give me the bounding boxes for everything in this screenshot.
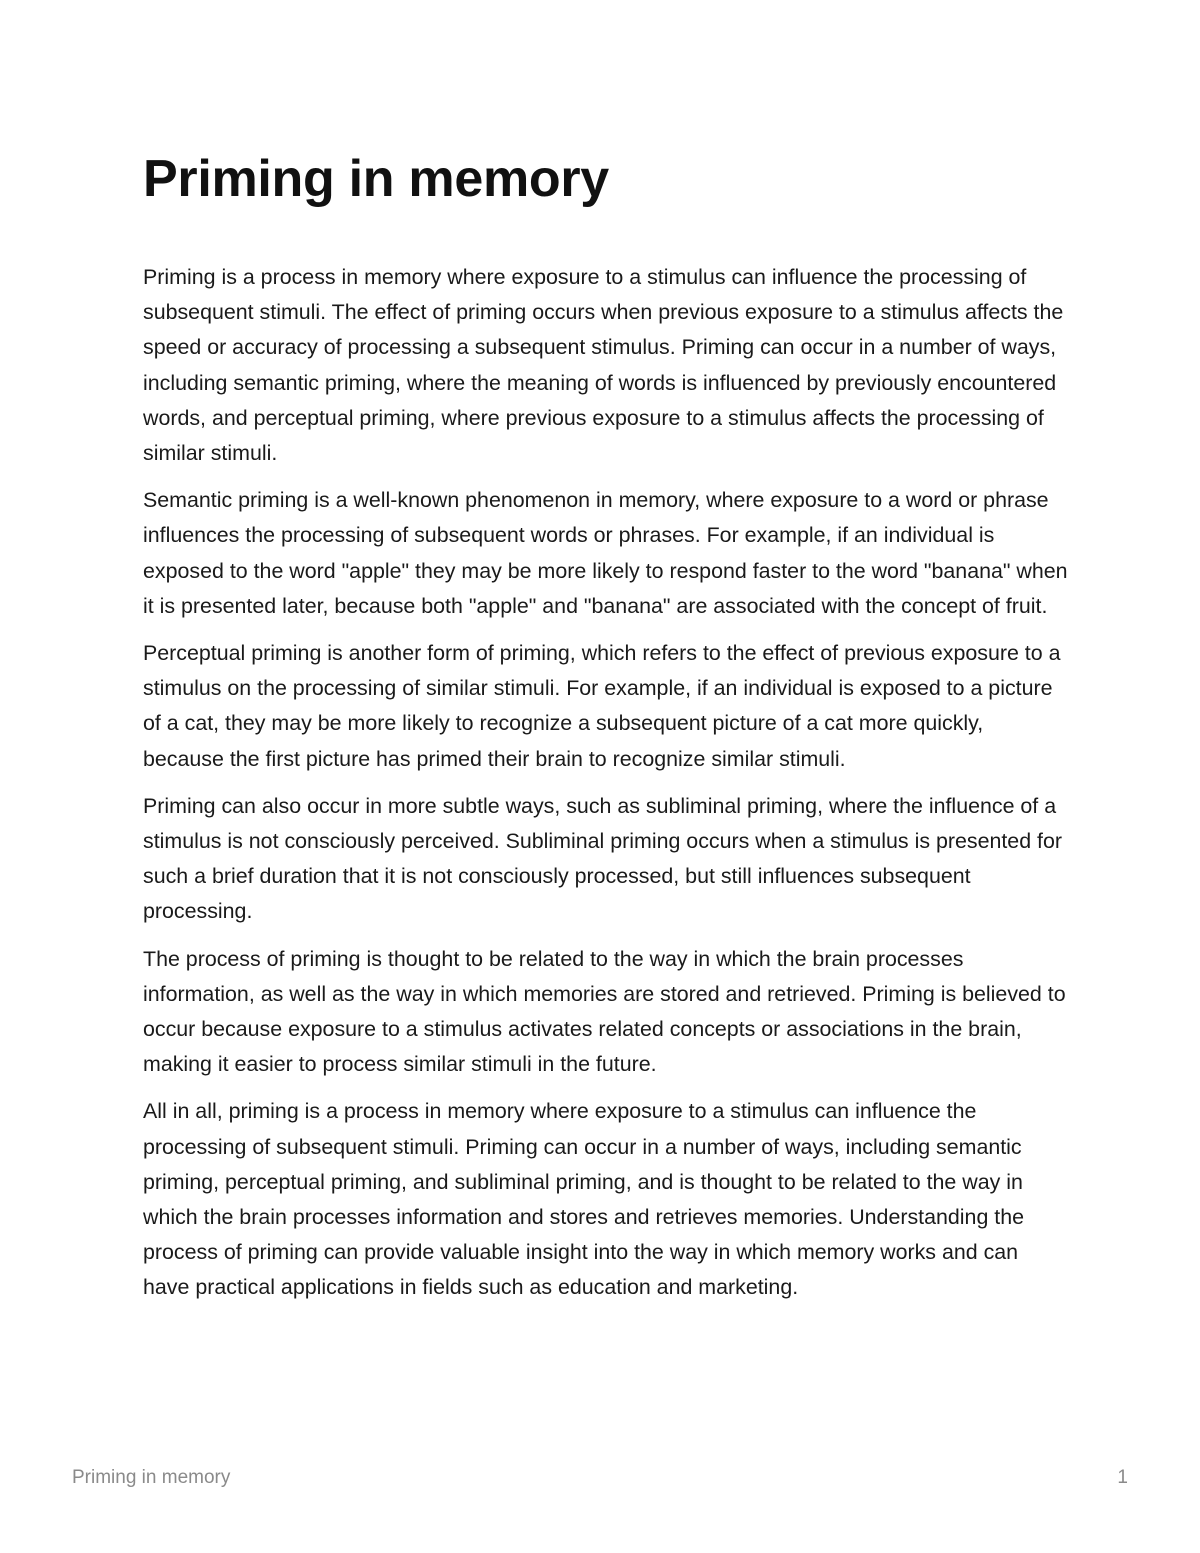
paragraph-conclusion: All in all, priming is a process in memory where exposure to a stimulus can influence the processing of subsequent stimuli. Priming can occur in a number of ways, including semantic priming, perceptual priming, and subliminal priming, and is thought to be related to the way in which the brain processes information and stores and retrieves memories. Understanding the process of priming can provide valuable insight into the way in which memory works and can have practical applications in fields such as education and marketing. [143, 1099, 1025, 1300]
document-body [143, 148, 1068, 1318]
paragraph-subliminal-priming: Priming can also occur in more subtle ways, such as subliminal priming, where the influence of a stimulus is not consciously perceived. Subliminal priming occurs when a stimulus is presented for such a brief duration that it is not consciously processed, but still influences subsequent processing. [143, 793, 1063, 924]
footer-document-title: Priming in memory [72, 1467, 231, 1488]
document-title: Priming in memory [143, 150, 609, 208]
footer-page-number: 1 [1117, 1467, 1128, 1488]
paragraph-perceptual-priming: Perceptual priming is another form of priming, which refers to the effect of previous exposure to a stimulus on the processing of similar stimuli. For example, if an individual is exposed to a picture of a cat, they may be more likely to recognize a subsequent picture of a cat more quickly, because the first picture has primed their brain to recognize similar stimuli. [143, 641, 1061, 771]
paragraph-brain-processes: The process of priming is thought to be related to the way in which the brain processes information, as well as the way in which memories are stored and retrieved. Priming is believed to occur because exposure to a stimulus activates related concepts or associations in the brain, making it easier to process similar stimuli in the future. [143, 946, 1066, 1077]
paragraph-semantic-priming: Semantic priming is a well-known phenomenon in memory, where exposure to a word or phrase influences the processing of subsequent words or phrases. For example, if an individual is exposed to the word "apple" they may be more likely to respond faster to the word "banana" when it is presented later, because both "apple" and "banana" are associated with the concept of fruit. [143, 488, 1068, 618]
paragraph-intro: Priming is a process in memory where exposure to a stimulus can influence the processing of subsequent stimuli. The effect of priming occurs when previous exposure to a stimulus affects the speed or accuracy of processing a subsequent stimulus. Priming can occur in a number of ways, including semantic priming, where the meaning of words is influenced by previously encountered words, and perceptual priming, where previous exposure to a stimulus affects the processing of similar stimuli. [143, 265, 1064, 466]
